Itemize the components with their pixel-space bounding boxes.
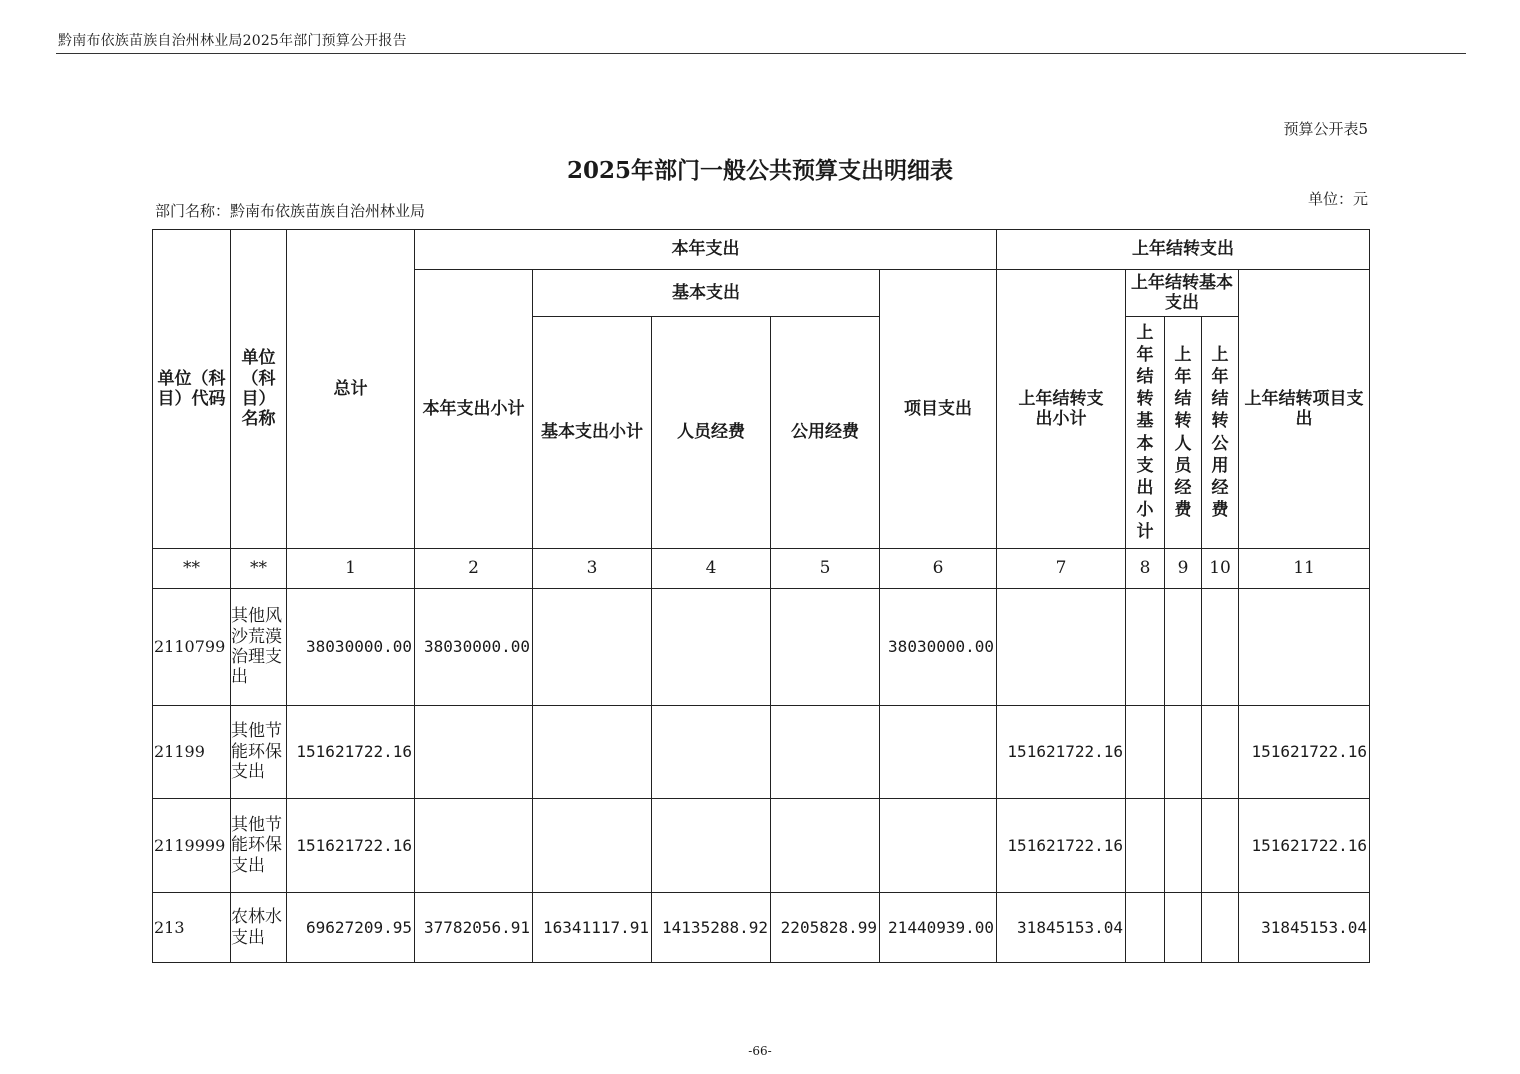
row-carryover-project: 31845153.04 (1239, 893, 1370, 963)
row-name: 其他节能环保支出 (231, 799, 287, 893)
row-carryover-project: 151621722.16 (1239, 799, 1370, 893)
row-code: 2119999 (153, 799, 231, 893)
index-cell: 4 (652, 549, 771, 589)
row-name: 其他节能环保支出 (231, 706, 287, 799)
header-carryover-subtotal (997, 270, 1126, 549)
index-cell: 7 (997, 549, 1126, 589)
header-basic-subtotal: 基本支出小计 (533, 317, 652, 549)
header-carryover: 上年结转支出 (997, 230, 1370, 270)
row-carryover-public (1202, 893, 1239, 963)
row-total: 151621722.16 (287, 799, 415, 893)
header-public: 公用经费 (771, 317, 880, 549)
running-header: 黔南布依族苗族自治州林业局2025年部门预算公开报告 (58, 33, 407, 49)
row-project: 21440939.00 (880, 893, 997, 963)
row-carryover-personnel (1165, 589, 1202, 706)
row-carryover-basic-subtotal (1126, 799, 1165, 893)
row-code: 2110799 (153, 589, 231, 706)
header-carryover-basic: 上年结转基本支出 (1126, 270, 1239, 317)
row-carryover-personnel (1165, 706, 1202, 799)
row-code: 21199 (153, 706, 231, 799)
table-row (153, 589, 1370, 706)
header-carryover-public (1202, 317, 1239, 549)
header-carryover-basic-subtotal (1126, 317, 1165, 549)
row-carryover-public (1202, 799, 1239, 893)
row-basic-subtotal (533, 589, 652, 706)
row-basic-subtotal (533, 799, 652, 893)
row-carryover-subtotal: 151621722.16 (997, 706, 1126, 799)
row-personnel: 14135288.92 (652, 893, 771, 963)
row-carryover-public (1202, 589, 1239, 706)
header-personnel: 人员经费 (652, 317, 771, 549)
row-current-subtotal (415, 706, 533, 799)
row-carryover-basic-subtotal (1126, 706, 1165, 799)
row-personnel (652, 706, 771, 799)
header-basic: 基本支出 (533, 270, 880, 317)
index-cell: 8 (1126, 549, 1165, 589)
index-cell: 1 (287, 549, 415, 589)
department-name: 部门名称：黔南布依族苗族自治州林业局 (155, 202, 426, 220)
row-public: 2205828.99 (771, 893, 880, 963)
row-total: 38030000.00 (287, 589, 415, 706)
header-carryover-basic-subtotal-label: 上年结转基本支出小计 (1136, 323, 1154, 542)
header-current-subtotal: 本年支出小计 (415, 270, 533, 549)
row-public (771, 589, 880, 706)
index-cell: 9 (1165, 549, 1202, 589)
budget-table (152, 229, 1370, 963)
index-cell: 2 (415, 549, 533, 589)
row-carryover-basic-subtotal (1126, 589, 1165, 706)
row-current-subtotal: 38030000.00 (415, 589, 533, 706)
row-carryover-public (1202, 706, 1239, 799)
table-row (153, 893, 1370, 963)
index-cell: 3 (533, 549, 652, 589)
row-basic-subtotal: 16341117.91 (533, 893, 652, 963)
table-number: 预算公开表5 (1283, 120, 1368, 138)
header-name (231, 230, 287, 549)
page-number: -66- (748, 1044, 772, 1058)
table-row (153, 706, 1370, 799)
index-cell: 5 (771, 549, 880, 589)
row-project: 38030000.00 (880, 589, 997, 706)
row-personnel (652, 589, 771, 706)
row-carryover-project: 151621722.16 (1239, 706, 1370, 799)
header-carryover-project: 上年结转项目支出 (1239, 270, 1370, 549)
row-carryover-subtotal: 151621722.16 (997, 799, 1126, 893)
row-name: 其他风沙荒漠治理支出 (231, 589, 287, 706)
index-cell: ** (153, 549, 231, 589)
header-total: 总计 (287, 230, 415, 549)
row-basic-subtotal (533, 706, 652, 799)
index-cell: 10 (1202, 549, 1239, 589)
index-row (153, 549, 1370, 589)
row-carryover-subtotal (997, 589, 1126, 706)
index-cell: 11 (1239, 549, 1370, 589)
header-code (153, 230, 231, 549)
header-carryover-public-label: 上年结转公用经费 (1211, 345, 1229, 520)
row-current-subtotal: 37782056.91 (415, 893, 533, 963)
row-total: 69627209.95 (287, 893, 415, 963)
row-current-subtotal (415, 799, 533, 893)
header-carryover-personnel-label: 上年结转人员经费 (1174, 345, 1192, 520)
header-carryover-subtotal-label: 上年结转支出小计 (1018, 388, 1104, 429)
row-personnel (652, 799, 771, 893)
report-title: 2025年部门一般公共预算支出明细表 (566, 157, 953, 184)
table-row (153, 799, 1370, 893)
header-project: 项目支出 (880, 270, 997, 549)
row-public (771, 706, 880, 799)
header-code-label: 单位（科目）代码 (157, 368, 226, 409)
row-total: 151621722.16 (287, 706, 415, 799)
row-project (880, 799, 997, 893)
header-current-year: 本年支出 (415, 230, 997, 270)
row-carryover-project (1239, 589, 1370, 706)
row-code: 213 (153, 893, 231, 963)
index-cell: ** (231, 549, 287, 589)
header-carryover-personnel (1165, 317, 1202, 549)
index-cell: 6 (880, 549, 997, 589)
row-carryover-basic-subtotal (1126, 893, 1165, 963)
row-carryover-personnel (1165, 893, 1202, 963)
unit-label: 单位：元 (1307, 190, 1368, 208)
row-name: 农林水支出 (231, 893, 287, 963)
header-name-label: 单位（科目）名称 (241, 348, 276, 430)
row-carryover-personnel (1165, 799, 1202, 893)
header-rule (56, 53, 1466, 54)
row-project (880, 706, 997, 799)
row-public (771, 799, 880, 893)
row-carryover-subtotal: 31845153.04 (997, 893, 1126, 963)
